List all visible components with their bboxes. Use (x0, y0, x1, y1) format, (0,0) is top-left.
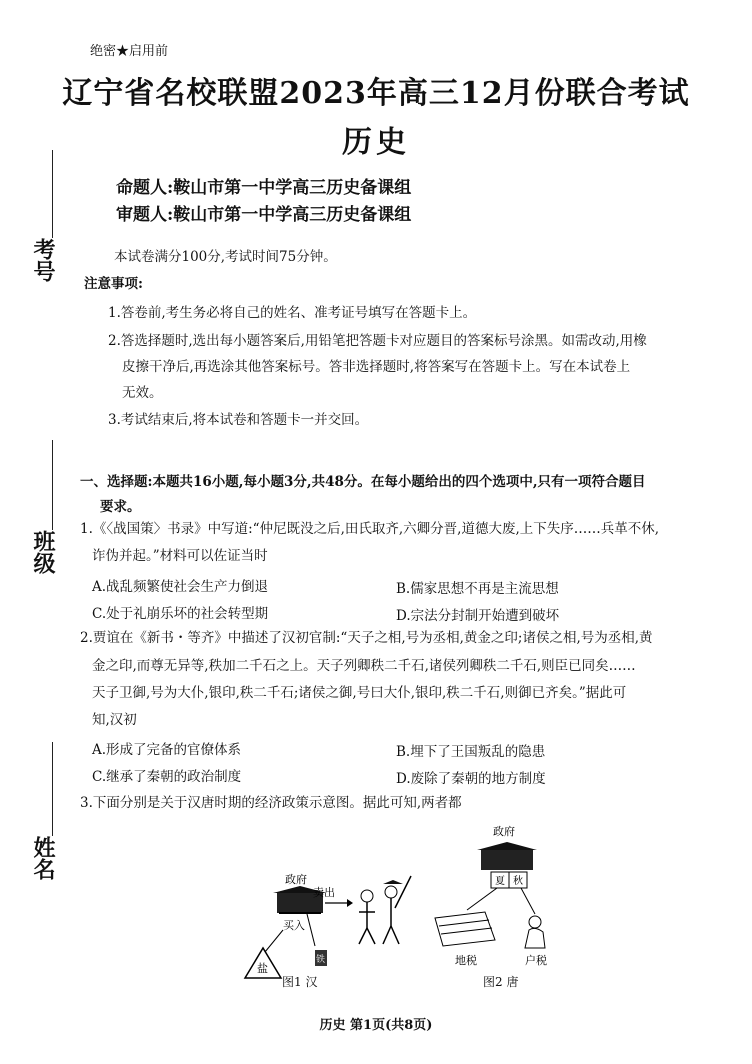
notice-item-1: 1.答卷前,考生务必将自己的姓名、准考证号填写在答题卡上。 (108, 305, 477, 321)
class-label: 班级 (30, 530, 56, 574)
fig2-summer-label: 夏 (495, 876, 505, 887)
exam-intro: 本试卷满分100分,考试时间75分钟。 (114, 249, 337, 265)
fig1-sell-label: 卖出 (313, 886, 335, 899)
fig2-roof (477, 842, 537, 850)
fig2-land-tax-label: 地税 (455, 954, 477, 967)
notice-title: 注意事项: (84, 276, 143, 292)
notice-item-2-cont: 皮擦干净后,再选涂其他答案标号。答非选择题时,将答案写在答题卡上。写在本试卷上 (122, 359, 631, 375)
exam-number-line (52, 150, 53, 238)
q3-line-1: 3.下面分别是关于汉唐时期的经济政策示意图。据此可知,两者都 (80, 795, 462, 811)
name-line (52, 742, 53, 836)
question-reviewer: 审题人:鞍山市第一中学高三历史备课组 (116, 205, 412, 225)
figure-2-caption: 图2 唐 (483, 975, 519, 989)
fig1-figure-2-head (385, 886, 397, 898)
notice-item-2: 2.答选择题时,选出每小题答案后,用铅笔把答题卡对应题目的答案标号涂黑。如需改动,用橡 (108, 333, 647, 349)
q2-line-3: 天子卫御,号为大仆,银印,秩二千石;诸侯之御,号曰大仆,银印,秩二千石,则御已齐矣。”据此可 (92, 685, 627, 701)
q1-option-a[interactable]: A.战乱频繁使社会生产力倒退 (92, 579, 269, 595)
fig1-figure-1-leg-l (359, 928, 367, 944)
subject-title: 历史 (342, 125, 410, 160)
q2-option-d[interactable]: D.废除了秦朝的地方制度 (396, 771, 546, 787)
exam-title: 辽宁省名校联盟2023年高三12月份联合考试 (62, 76, 690, 111)
name-label: 姓名 (30, 836, 56, 880)
q2-line-2: 金之印,而尊无异等,秩加二千石之上。天子列卿秩二千石,诸侯列卿秩二千石,则臣已同矣…… (92, 658, 636, 674)
fig2-line-land (467, 888, 497, 910)
fig1-buy-label: 买入 (283, 919, 305, 932)
fig2-gov-label: 政府 (493, 825, 515, 838)
fig2-government-building (481, 850, 533, 870)
class-line (52, 440, 53, 530)
figure-1-caption: 图1 汉 (282, 975, 318, 989)
exam-number-label: 考号 (30, 238, 56, 282)
fig1-figure-2-leg-l (383, 926, 391, 944)
notice-item-2-end: 无效。 (122, 385, 163, 401)
q1-option-b[interactable]: B.儒家思想不再是主流思想 (396, 581, 559, 597)
confidential-mark: 绝密★启用前 (90, 44, 169, 59)
question-setter: 命题人:鞍山市第一中学高三历史备课组 (116, 178, 412, 198)
fig1-gov-label: 政府 (285, 873, 307, 886)
page-footer: 历史 第1页(共8页) (319, 1018, 433, 1033)
q2-line-4: 知,汉初 (92, 712, 137, 728)
fig2-figure-head (529, 916, 541, 928)
q1-option-c[interactable]: C.处于礼崩乐坏的社会转型期 (92, 606, 269, 622)
fig1-salt-label: 盐 (257, 962, 268, 975)
q1-line-1: 1.《〈战国策〉书录》中写道:“仲尼既没之后,田氏取齐,六卿分晋,道德大废,上下失序……兵革不休, (80, 521, 660, 537)
fig1-figure-1-head (361, 890, 373, 902)
fig1-figure-2-hat (383, 880, 403, 884)
figure-1-han (235, 868, 425, 990)
q2-option-c[interactable]: C.继承了秦朝的政治制度 (92, 769, 242, 785)
fig2-household-tax-label: 户税 (525, 954, 547, 967)
q2-option-b[interactable]: B.埋下了王国叛乱的隐患 (396, 744, 546, 760)
q2-option-a[interactable]: A.形成了完备的官僚体系 (92, 742, 242, 758)
q1-option-d[interactable]: D.宗法分封制开始遭到破坏 (396, 608, 560, 624)
q1-line-2: 诈伪并起。”材料可以佐证当时 (92, 548, 268, 564)
q2-line-1: 2.贾谊在《新书・等齐》中描述了汉初官制:“天子之相,号为丞相,黄金之印;诸侯之相,号为丞相,黄 (80, 630, 653, 646)
notice-item-3: 3.考试结束后,将本试卷和答题卡一并交回。 (108, 412, 369, 428)
section-heading: 一、选择题:本题共16小题,每小题3分,共48分。在每小题给出的四个选项中,只有一项符合题目 (80, 474, 646, 490)
fig2-field-row-2 (441, 928, 492, 934)
fig1-buy-line-left (265, 930, 283, 952)
fig1-iron-label: 铁 (316, 955, 326, 965)
fig1-figure-2-leg-r (391, 926, 399, 944)
section-heading-cont: 要求。 (100, 499, 141, 515)
fig2-autumn-label: 秋 (513, 876, 523, 887)
fig2-field-row-1 (439, 920, 489, 926)
fig2-line-household (521, 888, 535, 914)
fig1-figure-1-leg-r (367, 928, 375, 944)
fig1-sell-arrowhead (347, 899, 353, 907)
fig1-buy-line-right (307, 914, 315, 946)
figure-2-tang (425, 822, 565, 972)
fig2-figure-body (525, 928, 545, 948)
